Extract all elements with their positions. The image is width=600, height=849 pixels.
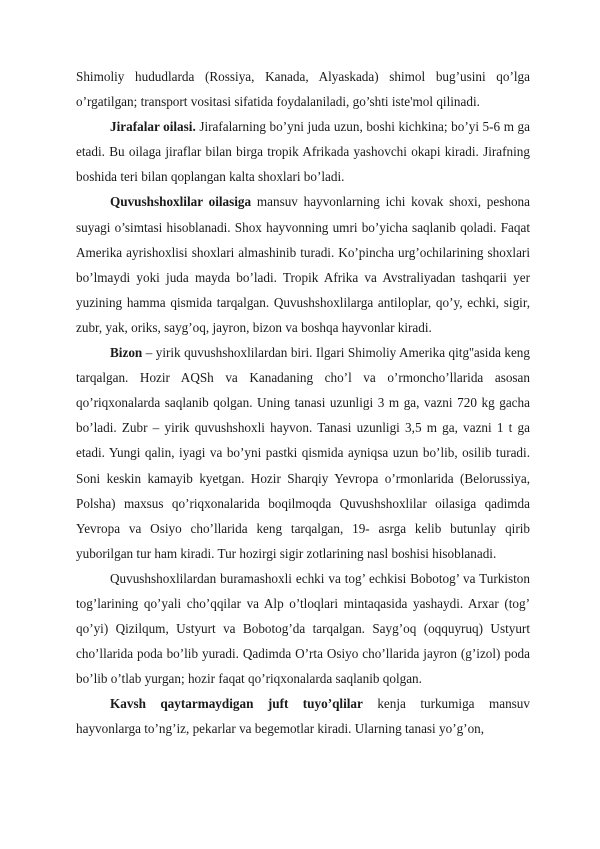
paragraph-bovid-family — [76, 189, 530, 340]
paragraph-term: Kavsh qaytarmaydigan juft tuyo’qlilar — [110, 696, 363, 712]
paragraph-term: Bizon — [110, 345, 143, 361]
paragraph-mountain-goats — [76, 566, 530, 691]
paragraph-text: Jirafalarning bo’yni juda uzun, boshi kichkina; bo’yi 5-6 m ga etadi. Bu oilaga jiraflar bilan birga tropik Afrikada yashovchi okapi kiradi. Jirafning boshida teri bilan qoplangan kalta shoxlari bo’ladi. — [76, 119, 530, 185]
document-page — [76, 64, 530, 742]
paragraph-reindeer — [76, 64, 530, 114]
paragraph-text: Shimoliy hududlarda (Rossiya, Kanada, Alyaskada) shimol bug’usini qo’lga o’rgatilgan; transport vositasi sifatida foydalaniladi, go’shti iste'mol qilinadi. — [76, 69, 530, 110]
paragraph-giraffe-family — [76, 114, 530, 189]
paragraph-bison — [76, 340, 530, 566]
paragraph-text: mansuv hayvonlarning ichi kovak shoxi, peshona suyagi o’simtasi hisoblanadi. Shox hayvonning umri bo’yicha saqlanib qoladi. Faqat Amerika ayrishoxlisi shoxlari almashinib turadi. Ko’pincha urg’ochilarining shoxlari bo’lmaydi yoki juda mayda bo’ladi. Tropik Afrika va Avstraliyadan tashqarii yer yuzining hamma qismida tarqalgan. Quvushshoxlilarga antiloplar, qo’y, echki, sigir, zubr, yak, oriks, sayg’oq, jayron, bizon va boshqa hayvonlar kiradi. — [76, 194, 530, 335]
paragraph-text: Quvushshoxlilardan buramashoxli echki va tog’ echkisi Bobotog’ va Turkiston tog’larining qo’yali cho’qqilar va Alp o’tloqlari mintaqasida yashaydi. Arxar (tog’ qo’yi) Qizilqum, Ustyurt va Bobotog’da tarqalgan. Sayg’oq (oqquyruq) Ustyurt cho’llarida poda bo’lib yuradi. Qadimda O’rta Osiyo cho’llarida jayron (g’izol) poda bo’lib o’tlab yurgan; hozir faqat qo’riqxonalarda saqlanib qolgan. — [76, 570, 530, 687]
paragraph-term: Quvushshoxlilar oilasiga — [110, 194, 252, 210]
paragraph-text: kenja turkumiga mansuv hayvonlarga to’ng’iz, pekarlar va begemotlar kiradi. Ularning tanasi yo’g’on, — [76, 696, 530, 737]
paragraph-term: Jirafalar oilasi. — [110, 119, 196, 135]
paragraph-text: – yirik quvushshoxlilardan biri. Ilgari Shimoliy Amerika qitg''asida keng tarqalgan. Hozir AQSh va Kanadaning cho’l va o’rmoncho’llarida asosan qo’riqxonalarda saqlanib qolgan. Uning tanasi uzunligi 3 m ga, vazni 720 kg gacha bo’ladi. Zubr – yirik quvushshoxli hayvon. Tanasi uzunligi 3,5 m ga, vazni 1 t ga etadi. Yungi qalin, iyagi va bo’yni pastki qismida ayniqsa uzun bo’lib, osilib turadi. Soni keskin kamayib kyetgan. Hozir Sharqiy Yevropa o’rmonlarida (Belorussiya, Polsha) maxsus qo’riqxonalarida boqilmoqda Quvushshoxlilar oilasiga qadimda Yevropa va Osiyo cho’llarida keng tarqalgan, 19- asrga kelib butunlay qirib yuborilgan tur ham kiradi. Tur hozirgi sigir zotlarining nasl boshisi hisoblanadi. — [76, 345, 530, 561]
paragraph-non-ruminants — [76, 691, 530, 741]
